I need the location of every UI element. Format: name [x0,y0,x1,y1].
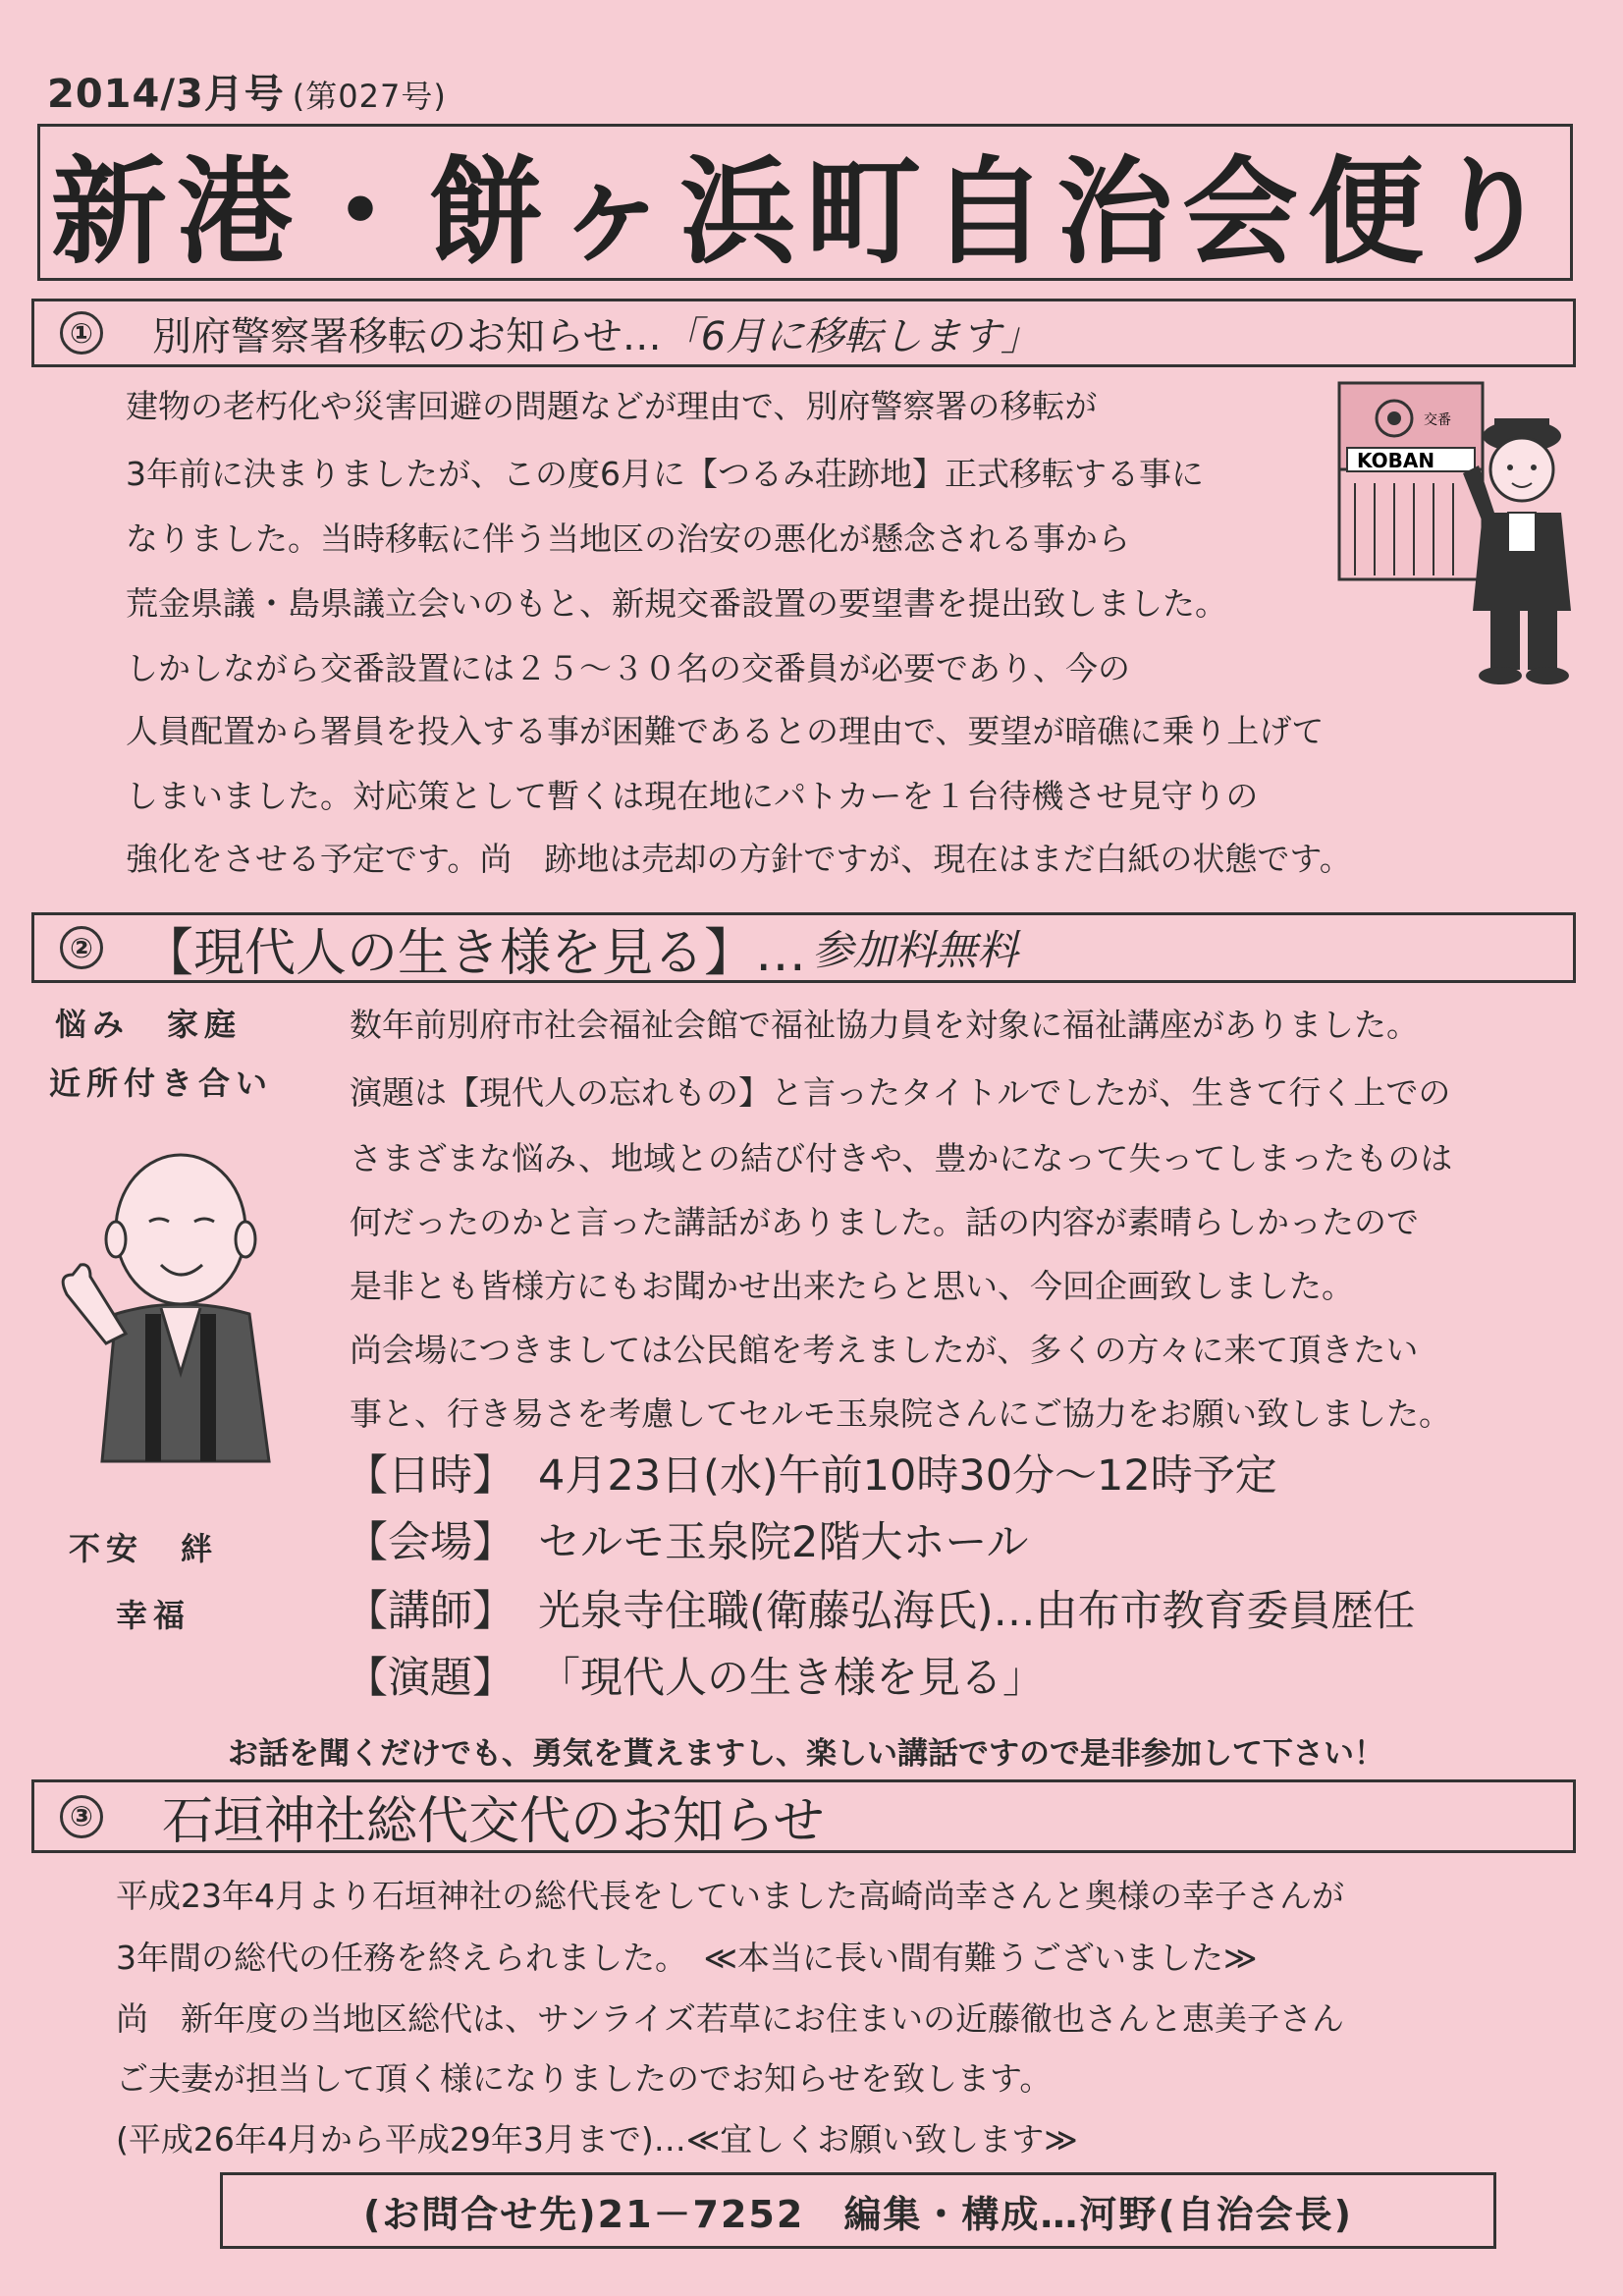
section1-title-emphasis: 「6月に移転します」 [661,313,1041,359]
section1-heading [31,299,1576,367]
section3-heading [31,1779,1576,1853]
section3-line: (平成26年4月から平成29年3月まで)…≪宜しくお願い致します≫ [116,2120,1078,2159]
event-date-value: 4月23日(水)午前10時30分～12時予定 [538,1451,1277,1501]
section2-title: 【現代人の生き様を見る】… [142,923,807,983]
issue-number: (第027号) [292,78,447,115]
newsletter-title-box [37,124,1573,281]
section3-line: ご夫妻が担当して頂く様になりましたのでお知らせを致します。 [116,2059,1053,2098]
section1-line: しまいました。対応策として暫くは現在地にパトカーを１台待機させ見守りの [126,777,1259,815]
section2-title-emphasis: 参加料無料 [812,926,1019,974]
event-venue-label: 【会場】 [346,1518,514,1567]
section1-line: 荒金県議・島県議立会いのもと、新規交番設置の要望書を提出致しました。 [126,584,1227,623]
section1-line: 強化をさせる予定です。尚 跡地は売却の方針ですが、現在はまだ白紙の状態です。 [126,840,1352,878]
section3-number: ③ [60,1795,103,1838]
side-keywords-bottom: 幸福 [116,1597,191,1634]
section2-line: 演題は【現代人の忘れもの】と言ったタイトルでしたが、生きて行く上での [350,1073,1451,1112]
event-speaker-value: 光泉寺住職(衛藤弘海氏)…由布市教育委員歴任 [538,1587,1416,1636]
newsletter-title: 新港・餅ヶ浜町自治会便り [50,144,1559,280]
section1-line: なりました。当時移転に伴う当地区の治安の悪化が懸念される事から [126,519,1130,558]
section1-title: 別府警察署移転のお知らせ… [152,313,662,359]
section2-note: お話を聞くだけでも、勇気を貰えますし、楽しい講話ですので是非参加して下さい！ [228,1736,1384,1772]
section2-heading [31,912,1576,983]
event-venue-value: セルモ玉泉院2階大ホール [538,1518,1029,1567]
section2-line: 尚会場につきましては公民館を考えましたが、多くの方々に来て頂きたい [350,1331,1419,1369]
section2-line: 何だったのかと言った講話がありました。話の内容が素晴らしかったので [350,1203,1419,1241]
section1-line: 建物の老朽化や災害回避の問題などが理由で、別府警察署の移転が [126,387,1098,425]
event-topic-label: 【演題】 [346,1654,514,1703]
section2-line: 数年前別府市社会福祉会館で福祉協力員を対象に福祉講座がありました。 [350,1006,1419,1044]
section1-line: 3年前に決まりましたが、この度6月に【つるみ荘跡地】正式移転する事に [126,455,1204,493]
section2-line: 是非とも皆様方にもお聞かせ出来たらと思い、今回企画致しました。 [350,1267,1354,1305]
event-speaker [346,1587,1416,1636]
contact-box [220,2172,1496,2249]
section1-line: 人員配置から署員を投入する事が困難であるとの理由で、要望が暗礁に乗り上げて [126,712,1325,750]
issue-month: 2014/3月号 [47,72,285,117]
section1-number: ① [60,311,103,355]
section3-line: 3年間の総代の任務を終えられました。 ≪本当に長い間有難うございました≫ [116,1939,1258,1977]
event-date [346,1451,1277,1501]
section1-line: しかしながら交番設置には２５～３０名の交番員が必要であり、今の [126,649,1130,687]
issue-date [47,63,447,119]
koban-sign: KOBAN [1357,449,1435,472]
event-topic-value: 「現代人の生き様を見る」 [538,1654,1045,1703]
section2-line: 事と、行き易さを考慮してセルモ玉泉院さんにご協力をお願い致しました。 [350,1394,1451,1433]
side-keywords-top: 悩み 家庭 [55,1006,243,1043]
event-date-label: 【日時】 [346,1451,514,1501]
event-speaker-label: 【講師】 [346,1587,514,1636]
koban-police-illustration [1335,375,1587,689]
section2-line: さまざまな悩み、地域との結び付きや、豊かになって失ってしまったものは [350,1139,1453,1177]
event-venue [346,1518,1029,1567]
event-topic [346,1654,1045,1703]
section3-title: 石垣神社総代交代のお知らせ [162,1792,825,1851]
section3-line: 平成23年4月より石垣神社の総代長をしていました高崎尚幸さんと奥様の幸子さんが [116,1877,1344,1915]
koban-small-label: 交番 [1424,412,1451,428]
monk-illustration [47,1147,283,1471]
side-keywords-bottom: 不安 絆 [69,1530,219,1567]
section3-line: 尚 新年度の当地区総代は、サンライズ若草にお住まいの近藤徹也さんと恵美子さん [116,1999,1345,2038]
contact-text: (お問合せ先)21－7252 編集・構成…河野(自治会長) [362,2192,1354,2236]
section2-number: ② [60,926,103,969]
side-keywords-top: 近所付き合い [49,1065,274,1102]
